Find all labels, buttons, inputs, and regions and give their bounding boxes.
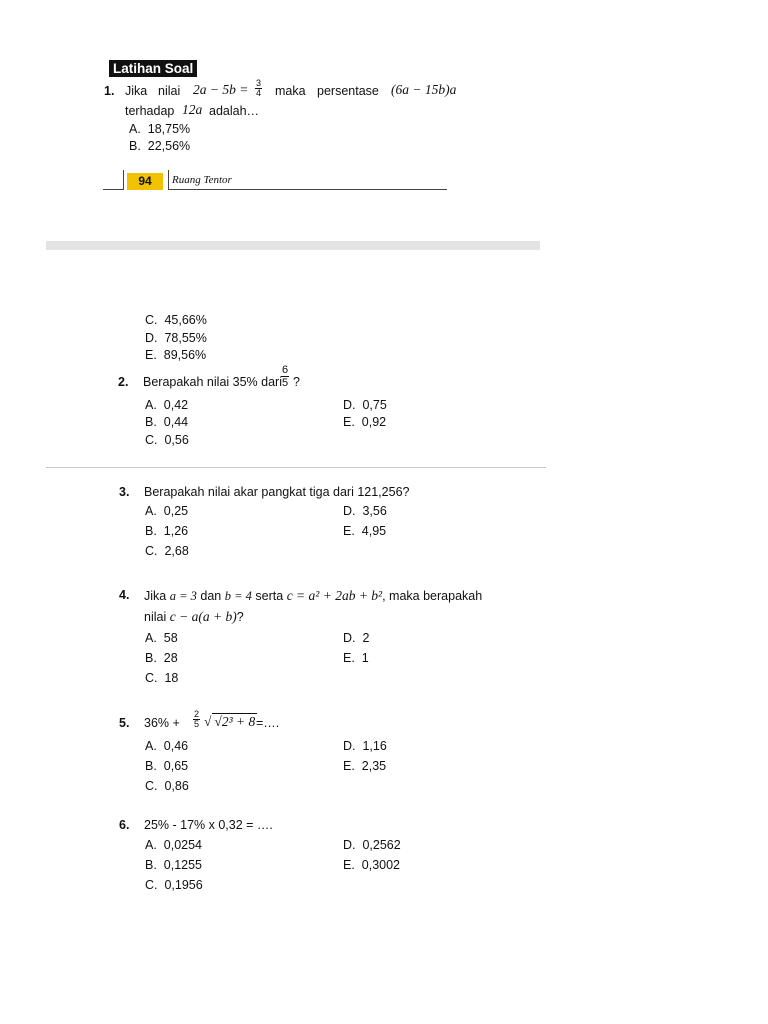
option-d: [343, 504, 387, 518]
option-label: D.: [343, 838, 356, 852]
option-label: D.: [343, 398, 356, 412]
question-text: [144, 609, 244, 625]
option-e: [343, 415, 386, 429]
option-a: [129, 122, 190, 136]
option-label: A.: [129, 122, 141, 136]
page-separator: [46, 241, 540, 250]
option-value: 0,92: [361, 415, 387, 429]
option-b: [145, 858, 202, 872]
section-divider: [46, 467, 546, 468]
option-label: D.: [343, 504, 356, 518]
question-text: terhadap: [125, 104, 175, 118]
fraction: [280, 364, 290, 389]
option-d: [343, 398, 387, 412]
option-c: [145, 671, 178, 685]
footer-rule: [168, 189, 447, 190]
option-value: 3,56: [362, 504, 387, 518]
option-label: B.: [145, 651, 157, 665]
footer-rule: [103, 189, 123, 190]
option-label: B.: [145, 524, 157, 538]
option-a: [145, 838, 202, 852]
option-value: 1,16: [362, 739, 387, 753]
option-e: [343, 759, 386, 773]
question-number: 6.: [119, 818, 130, 832]
option-b: [145, 759, 188, 773]
math-expression: c = a² + 2ab + b²: [286, 588, 383, 603]
option-value: 0,46: [163, 739, 189, 753]
option-b: [145, 524, 188, 538]
option-value: 58: [163, 631, 178, 645]
page-number: 94: [127, 173, 163, 190]
section-badge: Latihan Soal: [109, 60, 197, 77]
math-expression: 2a − 5b =: [193, 82, 249, 97]
option-a: [145, 631, 178, 645]
math-expression: a = 3: [169, 589, 197, 603]
option-label: B.: [129, 139, 141, 153]
option-label: B.: [145, 759, 157, 773]
question-text: , maka berapakah: [382, 589, 483, 603]
option-value: 2: [362, 631, 370, 645]
option-c: [145, 313, 207, 327]
option-label: A.: [145, 631, 157, 645]
option-value: 0,75: [362, 398, 387, 412]
option-label: E.: [343, 651, 355, 665]
option-value: 0,44: [163, 415, 189, 429]
fraction-denominator: 4: [256, 88, 262, 98]
option-a: [145, 398, 188, 412]
footer-title: Ruang Tentor: [172, 174, 232, 186]
math-expression: 12a: [182, 102, 203, 117]
option-value: 0,2562: [362, 838, 401, 852]
option-value: 28: [163, 651, 178, 665]
question-text: 25% - 17% x 0,32 = ….: [144, 818, 273, 832]
option-e: [343, 858, 400, 872]
option-value: 45,66%: [164, 313, 207, 327]
option-label: E.: [343, 524, 355, 538]
option-d: [343, 838, 401, 852]
question-text: nilai: [144, 610, 167, 624]
question-text: =….: [256, 716, 280, 730]
option-label: A.: [145, 398, 157, 412]
option-d: [343, 739, 387, 753]
fraction-numerator: 6: [282, 364, 289, 376]
question-number: 4.: [119, 588, 130, 602]
option-value: 0,1255: [163, 858, 202, 872]
option-label: C.: [145, 313, 158, 327]
footer-rule: [168, 170, 169, 190]
option-c: [145, 544, 189, 558]
question-number: 3.: [119, 485, 130, 499]
question-text: serta: [255, 589, 284, 603]
option-value: 0,1956: [164, 878, 203, 892]
math-expression: b = 4: [224, 589, 252, 603]
question-text: [144, 588, 482, 604]
option-value: 0,56: [164, 433, 189, 447]
option-b: [145, 651, 178, 665]
fraction-denominator: 5: [194, 719, 200, 729]
question-text: Berapakah nilai akar pangkat tiga dari 121,256?: [144, 485, 410, 499]
question-text: dan: [200, 589, 222, 603]
option-label: C.: [145, 779, 158, 793]
option-value: 18,75%: [147, 122, 191, 136]
question-text: Jika: [144, 589, 167, 603]
math-expression: c − a(a + b): [169, 609, 237, 624]
option-label: D.: [145, 331, 158, 345]
option-value: 0,3002: [361, 858, 400, 872]
footer-rule: [123, 170, 124, 190]
option-b: [129, 139, 190, 153]
question-number: 2.: [118, 375, 129, 389]
option-value: 0,86: [164, 779, 189, 793]
option-value: 1,26: [163, 524, 189, 538]
option-value: 2,35: [361, 759, 387, 773]
option-label: E.: [145, 348, 157, 362]
fraction-denominator: 5: [282, 377, 289, 389]
option-label: A.: [145, 739, 157, 753]
option-label: E.: [343, 415, 355, 429]
option-value: 22,56%: [147, 139, 191, 153]
question-text: persentase: [317, 84, 379, 98]
question-number: 1.: [104, 84, 115, 98]
option-value: 89,56%: [163, 348, 207, 362]
option-a: [145, 504, 188, 518]
question-text: 36% +: [144, 716, 180, 730]
math-expression: (6a − 15b)a: [391, 82, 457, 97]
question-text: maka: [275, 84, 306, 98]
option-e: [145, 348, 206, 362]
option-label: D.: [343, 631, 356, 645]
option-label: C.: [145, 671, 158, 685]
question-text: Berapakah nilai 35% dari: [143, 375, 282, 389]
question-number: 5.: [119, 716, 130, 730]
option-value: 18: [164, 671, 179, 685]
option-value: 4,95: [361, 524, 387, 538]
option-a: [145, 739, 188, 753]
option-value: 2,68: [164, 544, 189, 558]
radicand: √2³ + 8: [214, 714, 256, 729]
option-value: 0,65: [163, 759, 189, 773]
option-e: [343, 524, 386, 538]
option-e: [343, 651, 369, 665]
option-value: 0,0254: [163, 838, 202, 852]
option-label: E.: [343, 759, 355, 773]
option-label: A.: [145, 504, 157, 518]
option-label: A.: [145, 838, 157, 852]
question-text: Jika: [125, 84, 148, 98]
question-text: ?: [293, 375, 300, 389]
option-b: [145, 415, 188, 429]
fraction: [192, 710, 201, 729]
option-value: 78,55%: [164, 331, 207, 345]
fraction-numerator: 3: [256, 78, 262, 88]
question-text: ?: [236, 610, 244, 624]
option-label: B.: [145, 415, 157, 429]
option-c: [145, 878, 203, 892]
option-d: [343, 631, 369, 645]
question-text: nilai: [158, 84, 181, 98]
option-c: [145, 433, 189, 447]
option-label: D.: [343, 739, 356, 753]
option-value: 0,42: [163, 398, 189, 412]
option-value: 0,25: [163, 504, 189, 518]
fraction: [254, 79, 263, 98]
option-label: C.: [145, 433, 158, 447]
option-label: B.: [145, 858, 157, 872]
option-label: C.: [145, 878, 158, 892]
fraction-numerator: 2: [194, 709, 200, 719]
option-d: [145, 331, 207, 345]
option-value: 1: [361, 651, 369, 665]
option-label: E.: [343, 858, 355, 872]
question-text: adalah…: [209, 104, 260, 118]
option-label: C.: [145, 544, 158, 558]
option-c: [145, 779, 189, 793]
root-symbol: √: [204, 714, 212, 729]
root-expression: [204, 713, 257, 730]
